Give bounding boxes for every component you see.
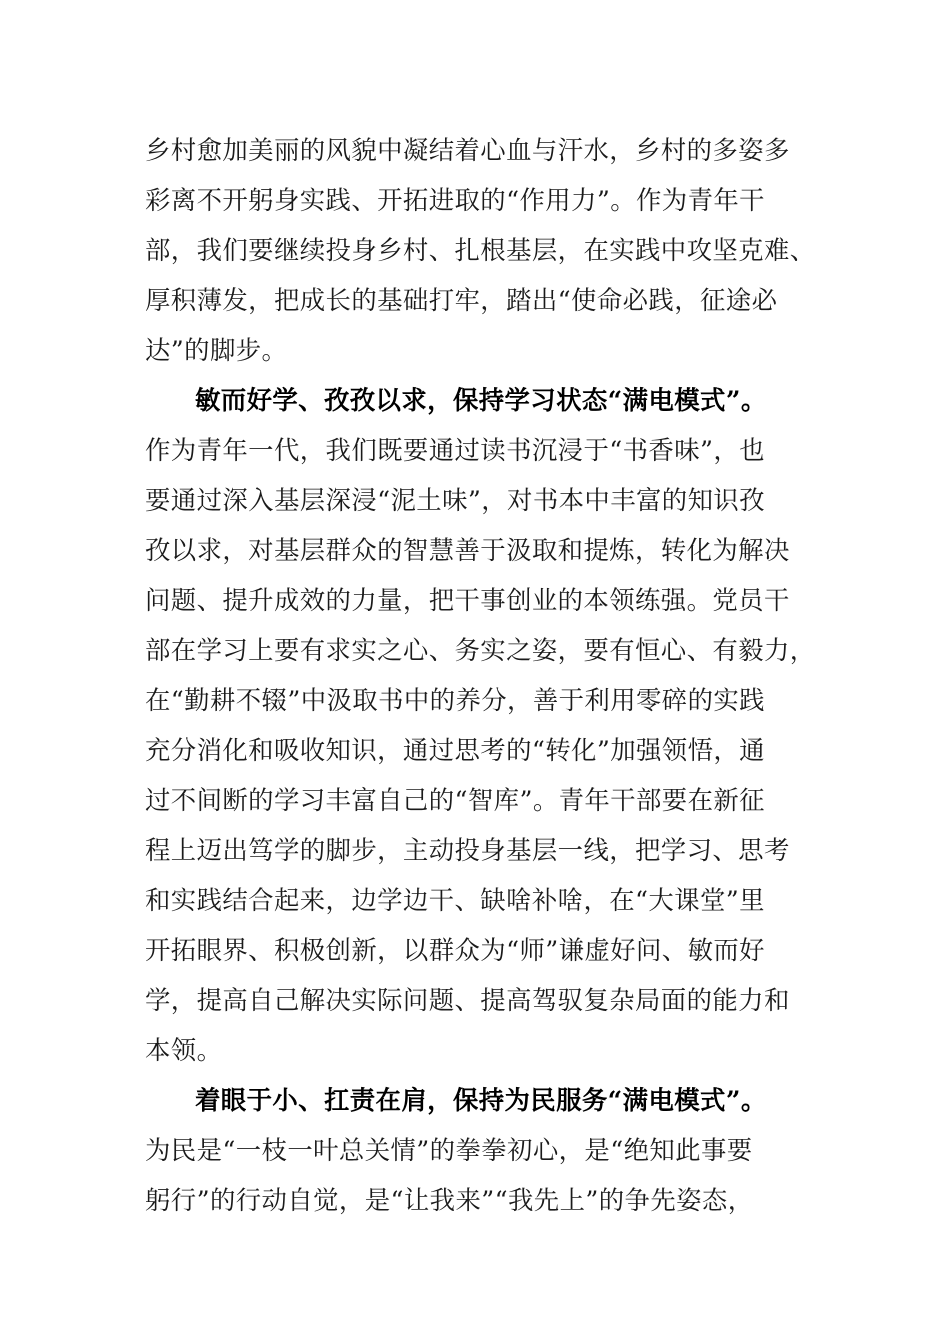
text-line: 为民是“一枝一叶总关情”的拳拳初心，是“绝知此事要: [145, 1135, 753, 1165]
text-line: 和实践结合起来，边学边干、缺啥补啥，在“大课堂”里: [145, 885, 765, 915]
text-line: 部在学习上要有求实之心、务实之姿，要有恒心、有毅力，: [145, 635, 816, 665]
text-line: 问题、提升成效的力量，把干事创业的本领练强。党员干: [145, 585, 790, 615]
text-line: 程上迈出笃学的脚步，主动投身基层一线，把学习、思考: [145, 835, 790, 865]
section-heading: 着眼于小、扛责在肩，保持为民服务“满电模式”。: [195, 1085, 767, 1115]
text-line: 孜以求，对基层群众的智慧善于汲取和提炼，转化为解决: [145, 535, 790, 565]
text-line: 开拓眼界、积极创新，以群众为“师”谦虚好问、敏而好: [145, 935, 765, 965]
text-line: 过不间断的学习丰富自己的“智库”。青年干部要在新征: [145, 785, 765, 815]
text-line: 部，我们要继续投身乡村、扎根基层，在实践中攻坚克难、: [145, 235, 816, 265]
text-line: 学，提高自己解决实际问题、提高驾驭复杂局面的能力和: [145, 985, 790, 1015]
document-body: [145, 125, 816, 1225]
text-line: 厚积薄发，把成长的基础打牢，踏出“使命必践，征途必: [145, 285, 778, 315]
text-line: 本领。: [145, 1035, 223, 1065]
section-heading: 敏而好学、孜孜以求，保持学习状态“满电模式”。: [195, 385, 767, 415]
text-line: 作为青年一代，我们既要通过读书沉浸于“书香味”，也: [145, 435, 765, 465]
text-line: 彩离不开躬身实践、开拓进取的“作用力”。作为青年干: [145, 185, 765, 215]
text-line: 要通过深入基层深浸“泥土味”，对书本中丰富的知识孜: [145, 485, 765, 515]
text-line: 充分消化和吸收知识，通过思考的“转化”加强领悟，通: [145, 735, 765, 765]
text-line: 达”的脚步。: [145, 335, 288, 365]
text-line: 乡村愈加美丽的风貌中凝结着心血与汗水，乡村的多姿多: [145, 135, 790, 165]
text-line: 躬行”的行动自觉，是“让我来”“我先上”的争先姿态，: [145, 1185, 754, 1215]
text-line: 在“勤耕不辍”中汲取书中的养分，善于利用零碎的实践: [145, 685, 765, 715]
